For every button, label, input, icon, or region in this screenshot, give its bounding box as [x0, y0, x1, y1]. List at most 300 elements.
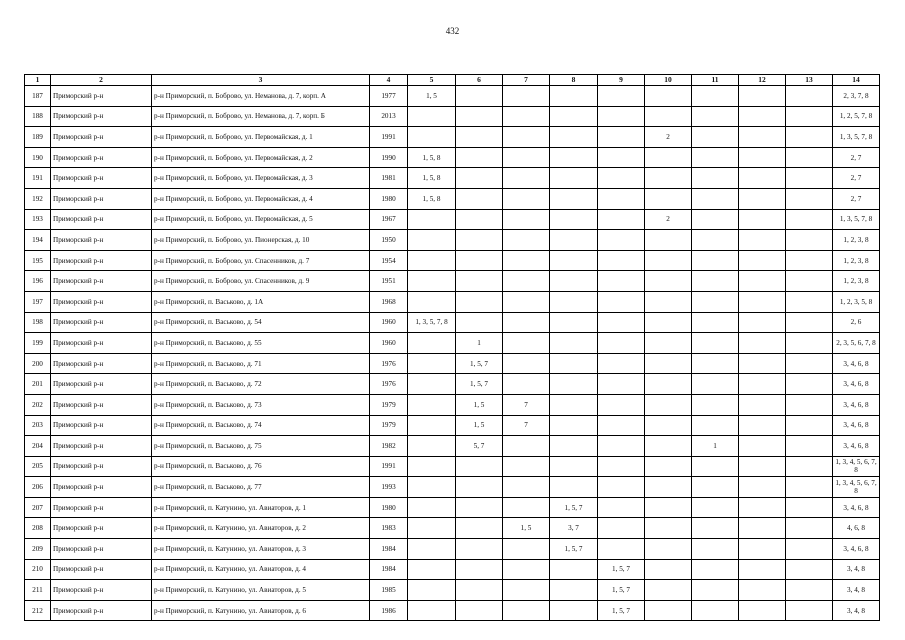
column-header-12: 12: [739, 75, 786, 86]
cell-col-11: [692, 168, 739, 189]
cell-col-9: [598, 86, 645, 107]
cell-col-3: р-н Приморский, п. Боброво, ул. Первомайская, д. 3: [152, 168, 370, 189]
cell-col-2: Приморский р-н: [51, 477, 152, 498]
cell-col-5: [408, 291, 456, 312]
table-row: [25, 436, 880, 457]
cell-col-2: Приморский р-н: [51, 312, 152, 333]
cell-col-4: 1986: [370, 600, 408, 621]
cell-col-13: [786, 539, 833, 560]
cell-col-7: [503, 477, 550, 498]
cell-col-10: [645, 86, 692, 107]
cell-col-14: 1, 2, 3, 8: [833, 230, 880, 251]
cell-col-5: [408, 436, 456, 457]
cell-col-3: р-н Приморский, п. Боброво, ул. Спасенников, д. 7: [152, 250, 370, 271]
cell-col-9: [598, 147, 645, 168]
cell-col-8: 1, 5, 7: [550, 497, 598, 518]
cell-col-9: [598, 106, 645, 127]
cell-col-6: [456, 518, 503, 539]
table-row: [25, 394, 880, 415]
table-row: [25, 580, 880, 601]
column-header-14: 14: [833, 75, 880, 86]
cell-col-10: [645, 106, 692, 127]
cell-col-8: [550, 415, 598, 436]
cell-col-4: 1980: [370, 188, 408, 209]
cell-col-6: [456, 86, 503, 107]
cell-col-7: [503, 271, 550, 292]
cell-col-2: Приморский р-н: [51, 106, 152, 127]
cell-col-10: [645, 230, 692, 251]
cell-col-5: [408, 271, 456, 292]
cell-col-8: [550, 209, 598, 230]
cell-col-13: [786, 477, 833, 498]
cell-col-10: [645, 271, 692, 292]
cell-col-2: Приморский р-н: [51, 600, 152, 621]
cell-col-7: [503, 436, 550, 457]
cell-col-1: 197: [25, 291, 51, 312]
cell-col-2: Приморский р-н: [51, 353, 152, 374]
cell-col-14: 2, 3, 5, 6, 7, 8: [833, 333, 880, 354]
cell-col-5: [408, 374, 456, 395]
cell-col-5: 1, 5, 8: [408, 168, 456, 189]
cell-col-6: 5, 7: [456, 436, 503, 457]
cell-col-3: р-н Приморский, п. Васьково, д. 55: [152, 333, 370, 354]
cell-col-12: [739, 271, 786, 292]
cell-col-9: [598, 168, 645, 189]
cell-col-6: 1, 5: [456, 415, 503, 436]
cell-col-7: [503, 168, 550, 189]
cell-col-5: [408, 353, 456, 374]
cell-col-13: [786, 333, 833, 354]
cell-col-1: 210: [25, 559, 51, 580]
cell-col-7: [503, 312, 550, 333]
table-row: [25, 230, 880, 251]
cell-col-4: 1993: [370, 477, 408, 498]
cell-col-11: [692, 456, 739, 477]
table-row: [25, 188, 880, 209]
cell-col-14: 1, 3, 5, 7, 8: [833, 209, 880, 230]
cell-col-11: [692, 312, 739, 333]
cell-col-9: 1, 5, 7: [598, 559, 645, 580]
cell-col-4: 1977: [370, 86, 408, 107]
cell-col-8: [550, 580, 598, 601]
cell-col-4: 1960: [370, 312, 408, 333]
cell-col-3: р-н Приморский, п. Катунино, ул. Авиаторов, д. 1: [152, 497, 370, 518]
cell-col-9: 1, 5, 7: [598, 600, 645, 621]
page-number: 432: [445, 26, 460, 36]
cell-col-4: 1979: [370, 415, 408, 436]
cell-col-12: [739, 86, 786, 107]
cell-col-1: 209: [25, 539, 51, 560]
cell-col-6: [456, 291, 503, 312]
cell-col-13: [786, 106, 833, 127]
cell-col-13: [786, 518, 833, 539]
cell-col-8: [550, 436, 598, 457]
cell-col-4: 2013: [370, 106, 408, 127]
cell-col-3: р-н Приморский, п. Васьково, д. 1А: [152, 291, 370, 312]
column-header-9: 9: [598, 75, 645, 86]
cell-col-3: р-н Приморский, п. Боброво, ул. Первомайская, д. 5: [152, 209, 370, 230]
cell-col-13: [786, 291, 833, 312]
cell-col-13: [786, 497, 833, 518]
cell-col-14: 3, 4, 6, 8: [833, 374, 880, 395]
cell-col-13: [786, 127, 833, 148]
cell-col-4: 1950: [370, 230, 408, 251]
cell-col-10: 2: [645, 209, 692, 230]
cell-col-8: [550, 394, 598, 415]
cell-col-8: [550, 250, 598, 271]
cell-col-14: 1, 3, 5, 7, 8: [833, 127, 880, 148]
cell-col-3: р-н Приморский, п. Катунино, ул. Авиаторов, д. 5: [152, 580, 370, 601]
cell-col-7: 7: [503, 394, 550, 415]
cell-col-3: р-н Приморский, п. Васьково, д. 71: [152, 353, 370, 374]
cell-col-3: р-н Приморский, п. Боброво, ул. Первомайская, д. 4: [152, 188, 370, 209]
table-row: [25, 291, 880, 312]
cell-col-12: [739, 518, 786, 539]
cell-col-11: [692, 374, 739, 395]
cell-col-8: [550, 559, 598, 580]
cell-col-2: Приморский р-н: [51, 250, 152, 271]
cell-col-5: [408, 333, 456, 354]
cell-col-6: [456, 209, 503, 230]
cell-col-13: [786, 168, 833, 189]
cell-col-14: 2, 3, 7, 8: [833, 86, 880, 107]
cell-col-12: [739, 456, 786, 477]
cell-col-9: [598, 271, 645, 292]
cell-col-5: [408, 456, 456, 477]
table-row: [25, 271, 880, 292]
cell-col-4: 1980: [370, 497, 408, 518]
cell-col-13: [786, 147, 833, 168]
cell-col-6: [456, 106, 503, 127]
cell-col-10: 2: [645, 127, 692, 148]
cell-col-12: [739, 230, 786, 251]
cell-col-12: [739, 600, 786, 621]
cell-col-9: [598, 456, 645, 477]
cell-col-14: 1, 2, 3, 5, 8: [833, 291, 880, 312]
table-row: [25, 333, 880, 354]
cell-col-2: Приморский р-н: [51, 394, 152, 415]
cell-col-7: [503, 250, 550, 271]
cell-col-12: [739, 209, 786, 230]
cell-col-9: [598, 291, 645, 312]
cell-col-13: [786, 436, 833, 457]
cell-col-1: 203: [25, 415, 51, 436]
cell-col-9: [598, 394, 645, 415]
column-header-8: 8: [550, 75, 598, 86]
cell-col-11: [692, 580, 739, 601]
cell-col-1: 196: [25, 271, 51, 292]
cell-col-8: [550, 456, 598, 477]
cell-col-9: [598, 312, 645, 333]
cell-col-14: 3, 4, 6, 8: [833, 353, 880, 374]
cell-col-11: [692, 271, 739, 292]
cell-col-1: 198: [25, 312, 51, 333]
cell-col-12: [739, 436, 786, 457]
cell-col-4: 1990: [370, 147, 408, 168]
cell-col-3: р-н Приморский, п. Боброво, ул. Неманова, д. 7, корп. Б: [152, 106, 370, 127]
cell-col-13: [786, 271, 833, 292]
cell-col-11: [692, 250, 739, 271]
cell-col-13: [786, 394, 833, 415]
cell-col-1: 206: [25, 477, 51, 498]
cell-col-8: [550, 374, 598, 395]
cell-col-7: [503, 333, 550, 354]
cell-col-12: [739, 188, 786, 209]
cell-col-6: [456, 188, 503, 209]
cell-col-13: [786, 456, 833, 477]
cell-col-2: Приморский р-н: [51, 539, 152, 560]
cell-col-14: 1, 2, 5, 7, 8: [833, 106, 880, 127]
cell-col-9: [598, 497, 645, 518]
cell-col-6: [456, 559, 503, 580]
cell-col-3: р-н Приморский, п. Васьково, д. 72: [152, 374, 370, 395]
cell-col-3: р-н Приморский, п. Боброво, ул. Первомайская, д. 1: [152, 127, 370, 148]
cell-col-10: [645, 168, 692, 189]
cell-col-5: 1, 5, 8: [408, 188, 456, 209]
cell-col-10: [645, 477, 692, 498]
cell-col-10: [645, 291, 692, 312]
table-row: [25, 168, 880, 189]
cell-col-4: 1976: [370, 353, 408, 374]
cell-col-12: [739, 312, 786, 333]
cell-col-8: 1, 5, 7: [550, 539, 598, 560]
table-row: [25, 559, 880, 580]
cell-col-6: [456, 147, 503, 168]
cell-col-12: [739, 374, 786, 395]
cell-col-7: [503, 291, 550, 312]
cell-col-8: [550, 353, 598, 374]
cell-col-3: р-н Приморский, п. Катунино, ул. Авиаторов, д. 6: [152, 600, 370, 621]
cell-col-6: [456, 539, 503, 560]
cell-col-1: 212: [25, 600, 51, 621]
cell-col-9: [598, 209, 645, 230]
table-row: [25, 456, 880, 477]
cell-col-2: Приморский р-н: [51, 580, 152, 601]
cell-col-11: [692, 147, 739, 168]
cell-col-10: [645, 518, 692, 539]
cell-col-5: [408, 600, 456, 621]
cell-col-10: [645, 415, 692, 436]
column-header-7: 7: [503, 75, 550, 86]
cell-col-7: [503, 127, 550, 148]
cell-col-9: [598, 230, 645, 251]
cell-col-8: [550, 271, 598, 292]
cell-col-12: [739, 497, 786, 518]
cell-col-10: [645, 312, 692, 333]
cell-col-10: [645, 353, 692, 374]
cell-col-10: [645, 188, 692, 209]
cell-col-8: [550, 127, 598, 148]
cell-col-3: р-н Приморский, п. Катунино, ул. Авиаторов, д. 2: [152, 518, 370, 539]
cell-col-7: [503, 147, 550, 168]
cell-col-3: р-н Приморский, п. Боброво, ул. Неманова, д. 7, корп. А: [152, 86, 370, 107]
cell-col-8: [550, 291, 598, 312]
cell-col-1: 207: [25, 497, 51, 518]
cell-col-5: [408, 518, 456, 539]
cell-col-8: [550, 168, 598, 189]
cell-col-9: [598, 436, 645, 457]
cell-col-3: р-н Приморский, п. Катунино, ул. Авиаторов, д. 4: [152, 559, 370, 580]
cell-col-14: 3, 4, 6, 8: [833, 539, 880, 560]
cell-col-13: [786, 312, 833, 333]
cell-col-2: Приморский р-н: [51, 168, 152, 189]
cell-col-13: [786, 353, 833, 374]
cell-col-4: 1951: [370, 271, 408, 292]
cell-col-6: 1, 5, 7: [456, 353, 503, 374]
cell-col-14: 3, 4, 8: [833, 580, 880, 601]
cell-col-3: р-н Приморский, п. Васьково, д. 54: [152, 312, 370, 333]
cell-col-7: [503, 209, 550, 230]
cell-col-9: [598, 415, 645, 436]
cell-col-5: [408, 497, 456, 518]
cell-col-12: [739, 580, 786, 601]
cell-col-14: 1, 2, 3, 8: [833, 250, 880, 271]
cell-col-6: [456, 168, 503, 189]
cell-col-11: [692, 394, 739, 415]
cell-col-3: р-н Приморский, п. Катунино, ул. Авиаторов, д. 3: [152, 539, 370, 560]
cell-col-12: [739, 394, 786, 415]
cell-col-1: 201: [25, 374, 51, 395]
cell-col-7: [503, 580, 550, 601]
cell-col-1: 200: [25, 353, 51, 374]
column-header-4: 4: [370, 75, 408, 86]
cell-col-11: [692, 497, 739, 518]
cell-col-8: 3, 7: [550, 518, 598, 539]
cell-col-1: 189: [25, 127, 51, 148]
cell-col-4: 1984: [370, 539, 408, 560]
table-row: [25, 312, 880, 333]
cell-col-11: [692, 106, 739, 127]
cell-col-2: Приморский р-н: [51, 271, 152, 292]
table-row: [25, 127, 880, 148]
cell-col-6: [456, 127, 503, 148]
cell-col-5: 1, 5: [408, 86, 456, 107]
cell-col-10: [645, 333, 692, 354]
cell-col-11: [692, 518, 739, 539]
cell-col-10: [645, 456, 692, 477]
cell-col-2: Приморский р-н: [51, 86, 152, 107]
cell-col-14: 3, 4, 8: [833, 559, 880, 580]
cell-col-9: [598, 374, 645, 395]
cell-col-11: [692, 600, 739, 621]
cell-col-11: [692, 291, 739, 312]
cell-col-4: 1960: [370, 333, 408, 354]
cell-col-5: [408, 539, 456, 560]
cell-col-6: [456, 477, 503, 498]
cell-col-13: [786, 86, 833, 107]
table-row: [25, 353, 880, 374]
cell-col-1: 204: [25, 436, 51, 457]
cell-col-6: 1, 5: [456, 394, 503, 415]
cell-col-7: [503, 497, 550, 518]
cell-col-12: [739, 353, 786, 374]
cell-col-11: [692, 86, 739, 107]
table-header-row: [25, 75, 880, 86]
cell-col-14: 3, 4, 6, 8: [833, 497, 880, 518]
cell-col-4: 1985: [370, 580, 408, 601]
cell-col-9: [598, 353, 645, 374]
cell-col-14: 1, 3, 4, 5, 6, 7, 8: [833, 477, 880, 498]
table-row: [25, 374, 880, 395]
cell-col-5: [408, 394, 456, 415]
cell-col-11: [692, 209, 739, 230]
cell-col-1: 187: [25, 86, 51, 107]
cell-col-10: [645, 147, 692, 168]
column-header-6: 6: [456, 75, 503, 86]
cell-col-8: [550, 230, 598, 251]
cell-col-1: 191: [25, 168, 51, 189]
cell-col-8: [550, 312, 598, 333]
table-row: [25, 209, 880, 230]
cell-col-4: 1984: [370, 559, 408, 580]
cell-col-7: [503, 188, 550, 209]
cell-col-8: [550, 477, 598, 498]
cell-col-2: Приморский р-н: [51, 518, 152, 539]
cell-col-4: 1976: [370, 374, 408, 395]
cell-col-14: 2, 6: [833, 312, 880, 333]
cell-col-6: [456, 230, 503, 251]
cell-col-11: [692, 127, 739, 148]
cell-col-1: 188: [25, 106, 51, 127]
cell-col-11: [692, 477, 739, 498]
cell-col-9: [598, 188, 645, 209]
cell-col-7: [503, 230, 550, 251]
column-header-13: 13: [786, 75, 833, 86]
cell-col-3: р-н Приморский, п. Боброво, ул. Спасенников, д. 9: [152, 271, 370, 292]
cell-col-12: [739, 106, 786, 127]
cell-col-4: 1954: [370, 250, 408, 271]
cell-col-4: 1968: [370, 291, 408, 312]
cell-col-9: [598, 333, 645, 354]
cell-col-1: 205: [25, 456, 51, 477]
column-header-5: 5: [408, 75, 456, 86]
cell-col-13: [786, 250, 833, 271]
cell-col-6: [456, 600, 503, 621]
table-row: [25, 518, 880, 539]
cell-col-12: [739, 559, 786, 580]
cell-col-12: [739, 477, 786, 498]
column-header-10: 10: [645, 75, 692, 86]
cell-col-6: 1, 5, 7: [456, 374, 503, 395]
table-row: [25, 600, 880, 621]
cell-col-14: 2, 7: [833, 188, 880, 209]
cell-col-7: [503, 106, 550, 127]
cell-col-2: Приморский р-н: [51, 147, 152, 168]
column-header-11: 11: [692, 75, 739, 86]
cell-col-10: [645, 539, 692, 560]
cell-col-4: 1967: [370, 209, 408, 230]
cell-col-2: Приморский р-н: [51, 209, 152, 230]
cell-col-8: [550, 333, 598, 354]
cell-col-2: Приморский р-н: [51, 291, 152, 312]
cell-col-14: 3, 4, 6, 8: [833, 394, 880, 415]
cell-col-5: 1, 5, 8: [408, 147, 456, 168]
cell-col-13: [786, 559, 833, 580]
table-row: [25, 477, 880, 498]
cell-col-9: [598, 477, 645, 498]
table-row: [25, 415, 880, 436]
cell-col-4: 1991: [370, 456, 408, 477]
cell-col-10: [645, 580, 692, 601]
cell-col-5: [408, 415, 456, 436]
cell-col-8: [550, 86, 598, 107]
cell-col-2: Приморский р-н: [51, 374, 152, 395]
cell-col-5: [408, 250, 456, 271]
cell-col-13: [786, 580, 833, 601]
cell-col-5: [408, 209, 456, 230]
register-table: [24, 74, 880, 621]
cell-col-6: [456, 312, 503, 333]
